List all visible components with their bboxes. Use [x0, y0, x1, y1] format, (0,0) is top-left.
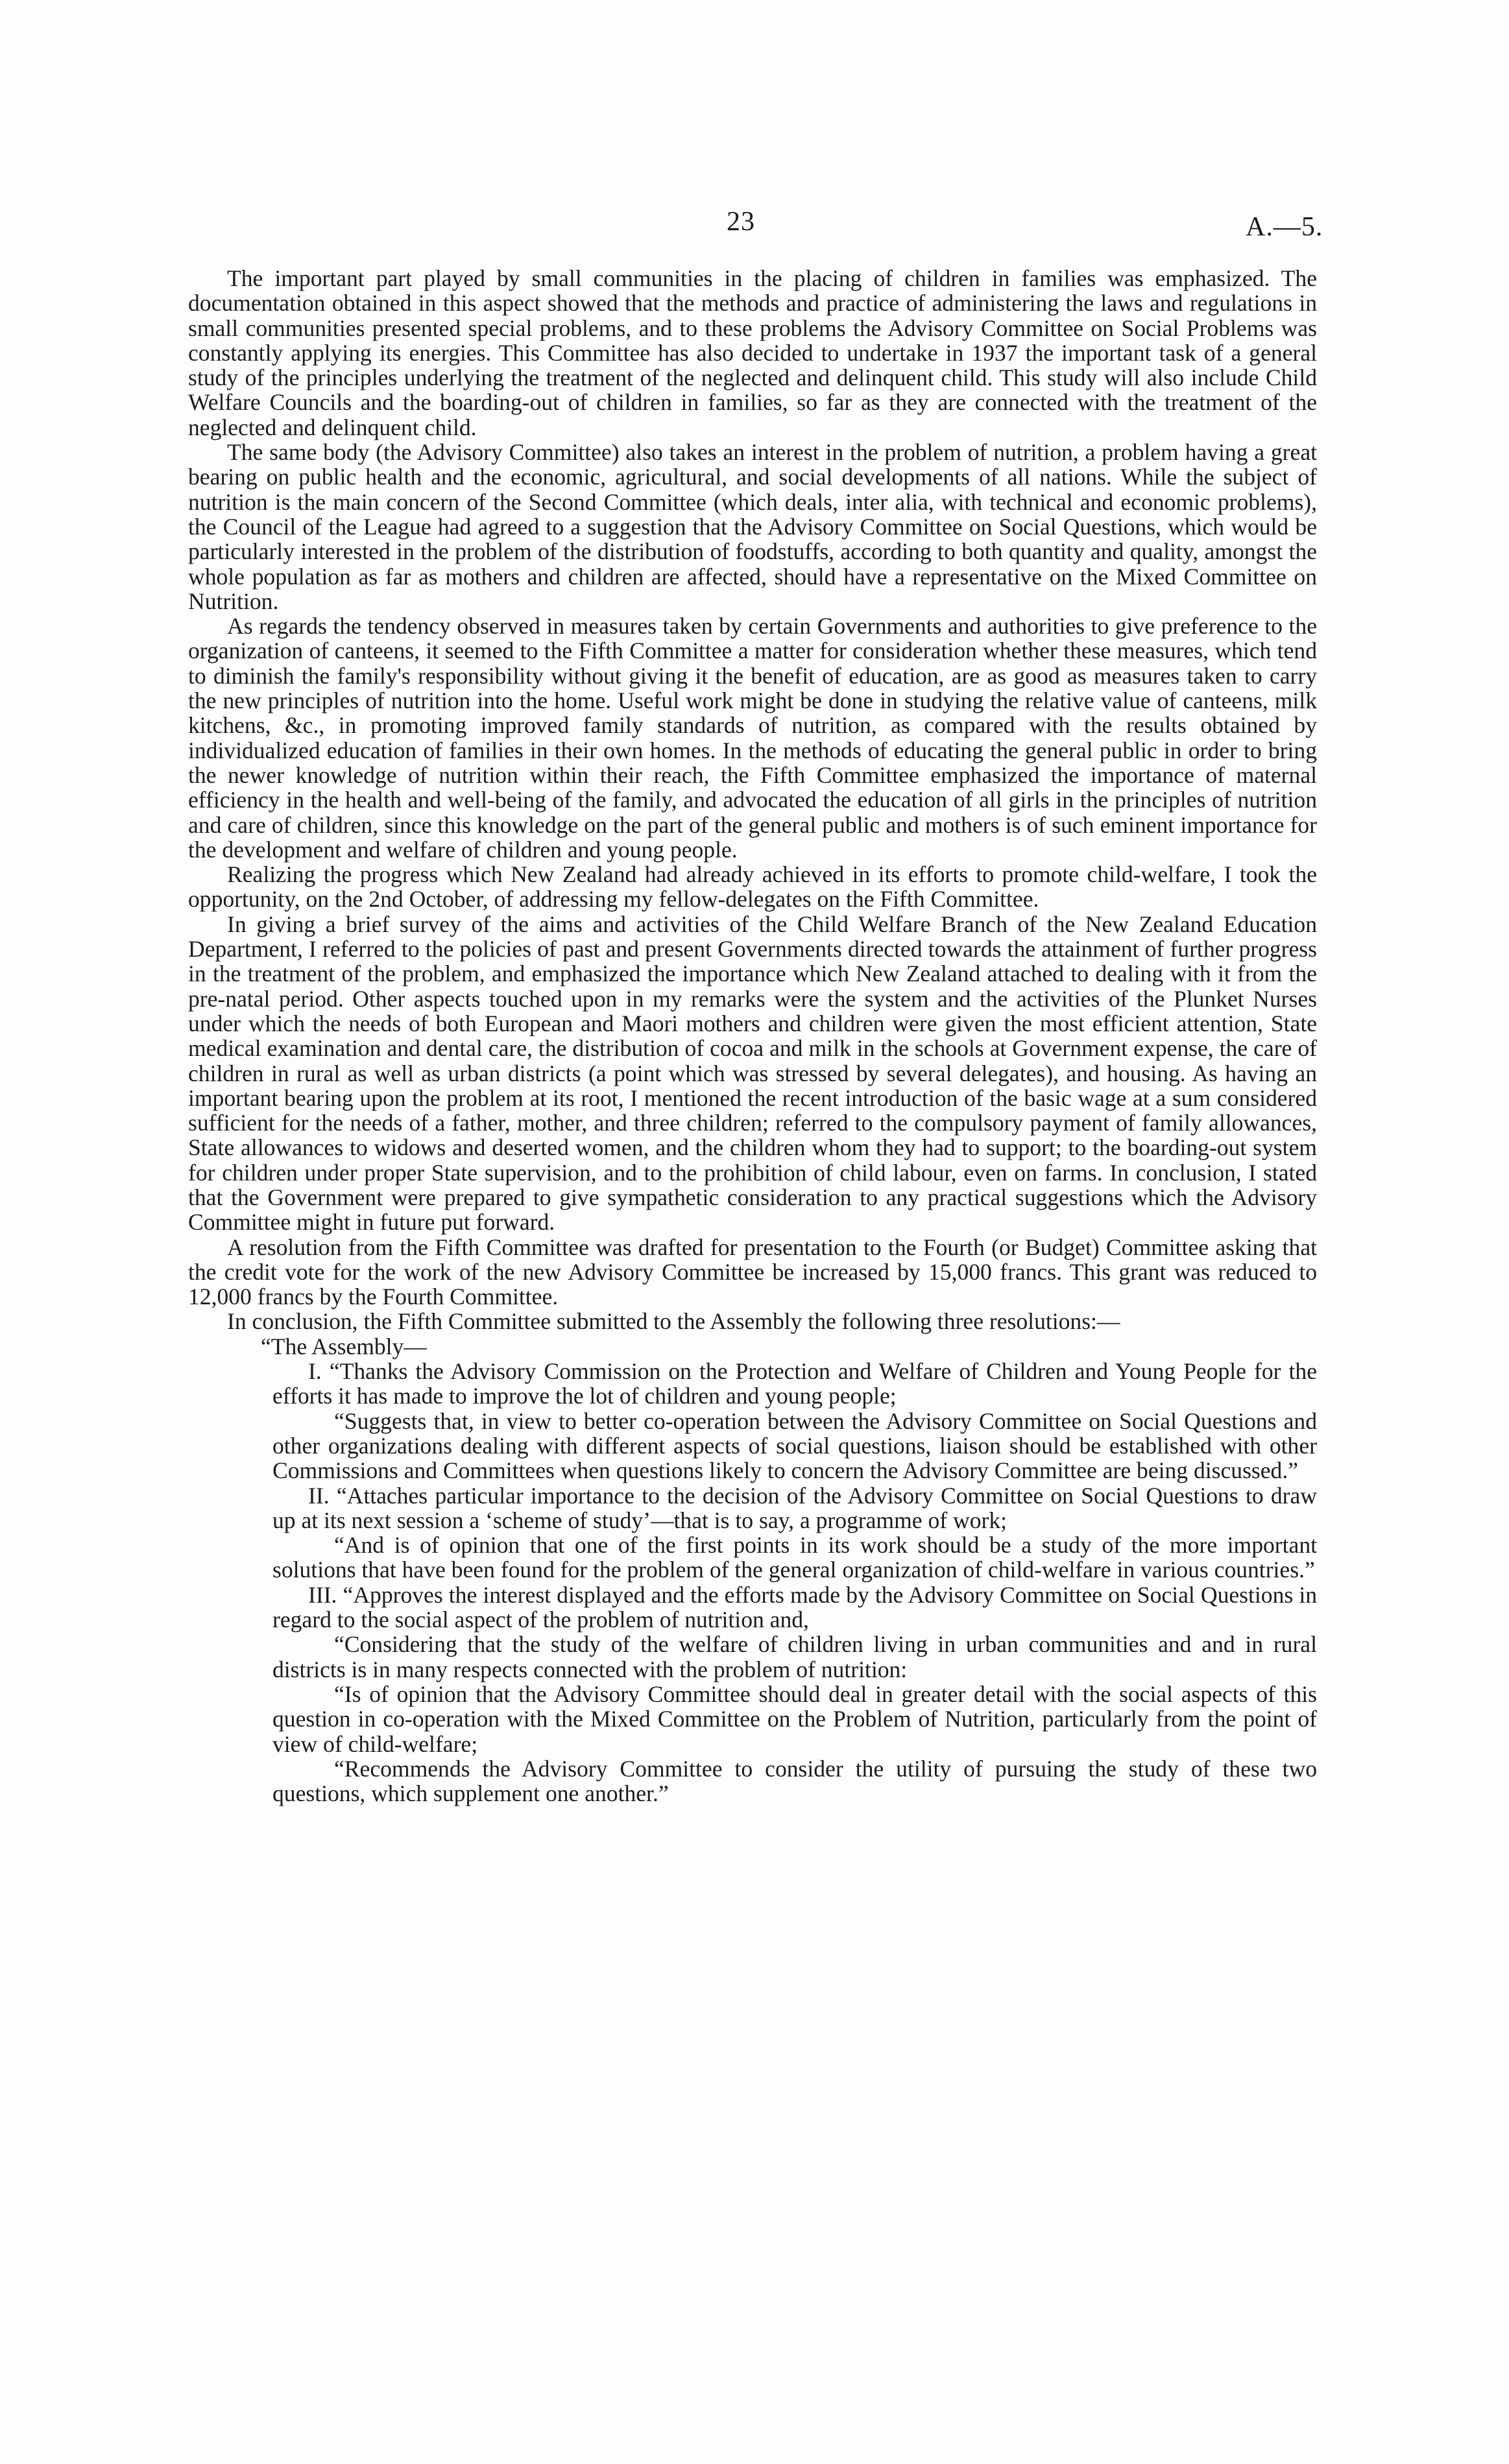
paragraph: As regards the tendency observed in measures taken by certain Governments and authorities to give preference to the organization of canteens, it seemed to the Fifth Committee a matter for consideration whether these measures, which tend to diminish the family's responsibility without giving it the benefit of education, are as good as measures taken to carry the new principles of nutrition into the home. Useful work might be done in studying the relative value of canteens, milk kitchens, &c., in promoting improved family standards of nutrition, as compared with the results obtained by individualized education of families in their own homes. In the methods of educating the general public in order to bring the newer knowledge of nutrition within their reach, the Fifth Committee emphasized the importance of maternal efficiency in the health and well-being of the family, and advocated the education of all girls in the principles of nutrition and care of children, since this knowledge on the part of the general public and mothers is of such eminent importance for the development and welfare of children and young people. [188, 613, 1317, 863]
resolution-item: I. “Thanks the Advisory Commission on the Protection and Welfare of Children and Young People for the efforts it has made to improve the lot of children and young people; [272, 1358, 1317, 1409]
resolution-item: “Considering that the study of the welfare of children living in urban communities and and in rural districts is in many respects connected with the problem of nutrition: [272, 1631, 1317, 1682]
resolution-item: “Recommends the Advisory Committee to consider the utility of pursuing the study of these two questions, which supplement one another.” [272, 1755, 1317, 1807]
body-text [188, 266, 1317, 1806]
resolution-item: “And is of opinion that one of the first points in its work should be a study of the more important solutions that have been found for the problem of the general organization of child-welfare in various countries.” [272, 1532, 1317, 1583]
paragraph: In giving a brief survey of the aims and activities of the Child Welfare Branch of the New Zealand Education Department, I referred to the policies of past and present Governments directed towards the attainment of further progress in the treatment of the problem, and emphasized the importance which New Zealand attached to dealing with it from the pre-natal period. Other aspects touched upon in my remarks were the system and the activities of the Plunket Nurses under which the needs of both European and Maori mothers and children were given the most efficient attention, State medical examination and dental care, the distribution of cocoa and milk in the schools at Government expense, the care of children in rural as well as urban districts (a point which was stressed by several delegates), and housing. As having an important bearing upon the problem at its root, I mentioned the recent introduction of the basic wage at a sum considered sufficient for the needs of a father, mother, and three children; referred to the compulsory payment of family allowances, State allowances to widows and deserted women, and the children whom they had to support; to the boarding-out system for children under proper State supervision, and to the prohibition of child labour, even on farms. In conclusion, I stated that the Government were prepared to give sympathetic consideration to any practical suggestions which the Advisory Committee might in future put forward. [188, 911, 1317, 1236]
document-reference: A.—5. [1246, 212, 1323, 242]
paragraph: In conclusion, the Fifth Committee submitted to the Assembly the following three resolutions:— [227, 1308, 1120, 1335]
resolution-item: “Is of opinion that the Advisory Committee should deal in greater detail with the social aspects of this question in co-operation with the Mixed Committee on the Problem of Nutrition, particularly from the point of view of child-welfare; [272, 1681, 1317, 1757]
page-number: 23 [727, 207, 755, 237]
resolution-item: II. “Attaches particular importance to the decision of the Advisory Committee on Social Questions to draw up at its next session a ‘scheme of study’—that is to say, a programme of work; [272, 1482, 1317, 1533]
paragraph: Realizing the progress which New Zealand had already achieved in its efforts to promote child-welfare, I took the opportunity, on the 2nd October, of addressing my fellow-delegates on the Fifth Committee. [188, 861, 1317, 913]
resolution-intro: “The Assembly— [261, 1333, 427, 1359]
resolution-item: III. “Approves the interest displayed and the efforts made by the Advisory Committee on Social Questions in regard to the social aspect of the problem of nutrition and, [272, 1581, 1317, 1633]
resolution-item: “Suggests that, in view to better co-operation between the Advisory Committee on Social Questions and other organizations dealing with different aspects of social questions, liaison should be established with other Commissions and Committees when questions likely to concern the Advisory Committee are being discussed.” [272, 1407, 1317, 1484]
paragraph: The same body (the Advisory Committee) also takes an interest in the problem of nutrition, a problem having a great bearing on public health and the economic, agricultural, and social developments of all nations. While the subject of nutrition is the main concern of the Second Committee (which deals, inter alia, with technical and economic problems), the Council of the League had agreed to a suggestion that the Advisory Committee on Social Questions, which would be particularly interested in the problem of the distribution of foodstuffs, according to both quantity and quality, amongst the whole population as far as mothers and children are affected, should have a representative on the Mixed Committee on Nutrition. [188, 439, 1317, 614]
paragraph: The important part played by small communities in the placing of children in families was emphasized. The documentation obtained in this aspect showed that the methods and practice of administering the laws and regulations in small communities presented special problems, and to these problems the Advisory Committee on Social Problems was constantly applying its energies. This Committee has also decided to undertake in 1937 the important task of a general study of the principles underlying the treatment of the neglected and delinquent child. This study will also include Child Welfare Councils and the boarding-out of children in families, so far as they are connected with the treatment of the neglected and delinquent child. [188, 265, 1317, 440]
paragraph: A resolution from the Fifth Committee was drafted for presentation to the Fourth (or Budget) Committee asking that the credit vote for the work of the new Advisory Committee be increased by 15,000 francs. This grant was reduced to 12,000 francs by the Fourth Committee. [188, 1234, 1317, 1310]
